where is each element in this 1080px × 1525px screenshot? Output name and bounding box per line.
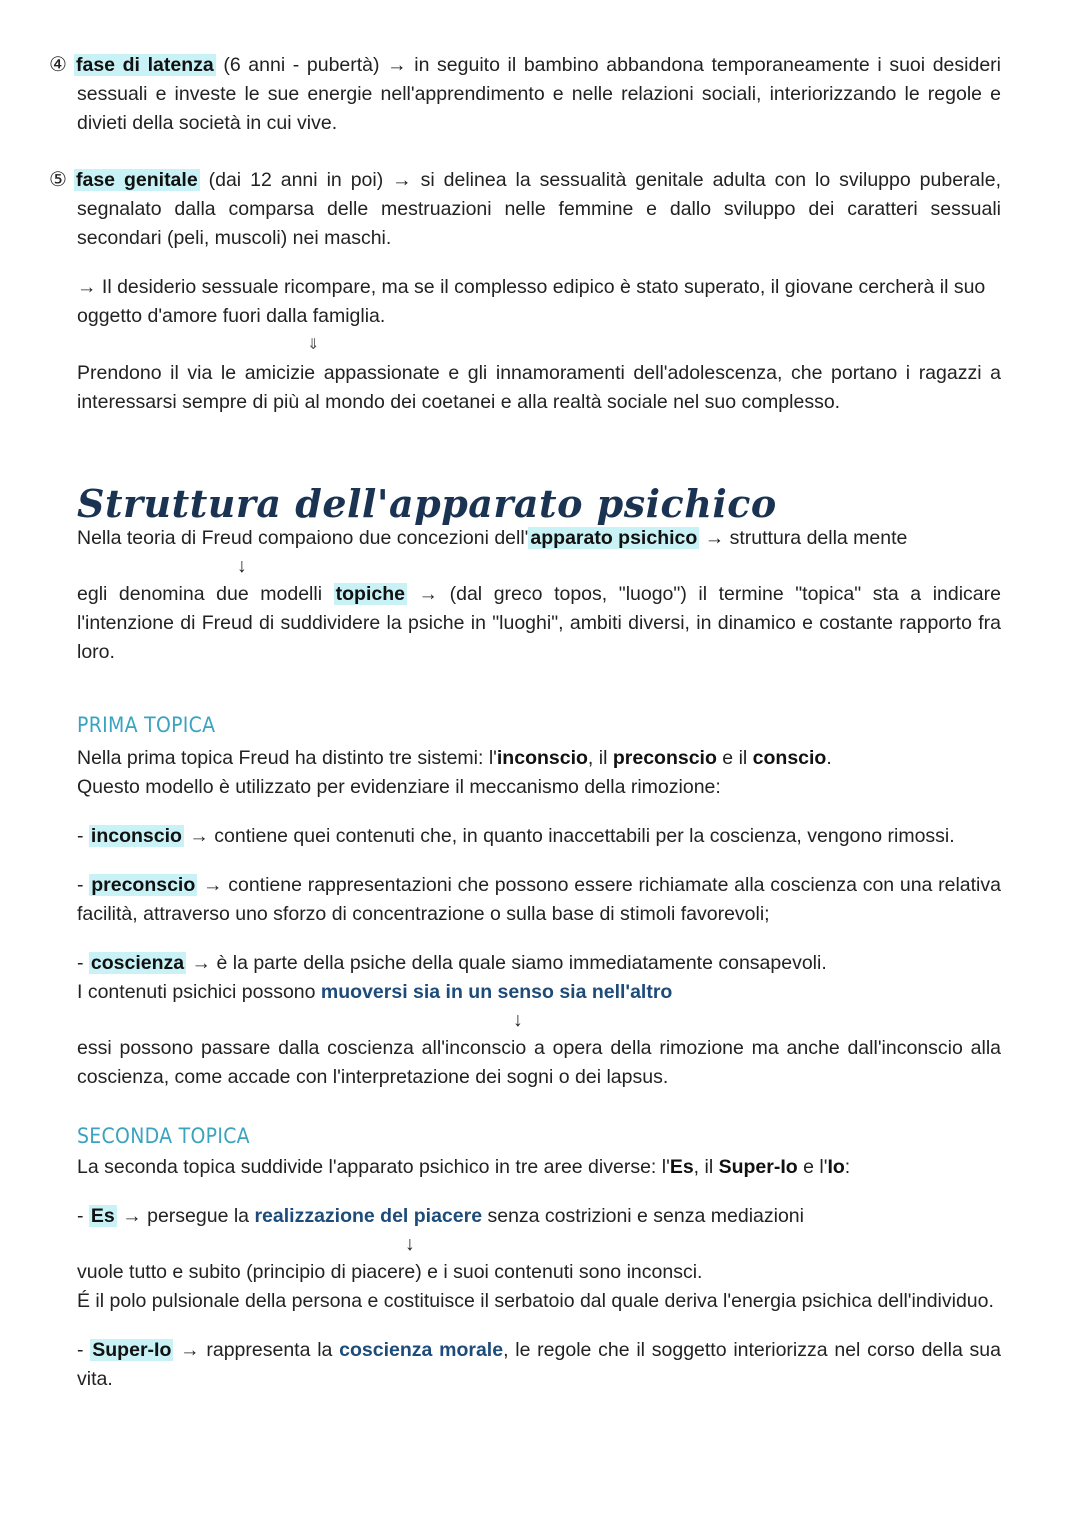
super-io-post: , le regole che il soggetto interiorizza nel corso della sua vita.	[77, 1339, 1001, 1390]
inconscio-text: → contiene quei contenuti che, in quanto inaccettabili per la coscienza, vengono rimossi.	[183, 825, 955, 847]
term-es: Es	[669, 1156, 694, 1178]
super-io-term: Super-Io	[92, 1339, 172, 1361]
movement-line	[77, 978, 1001, 1007]
es-post: senza costrizioni e senza mediazioni	[482, 1205, 804, 1227]
seconda-line1-pre: La seconda topica suddivide l'apparato psichico in tre aree diverse: l'	[77, 1156, 670, 1178]
down-arrow-icon: ↓	[237, 555, 247, 577]
section-title: Struttura dell'apparato psichico	[77, 481, 777, 526]
apparato-psichico-term: apparato psichico	[530, 527, 698, 549]
term-inconscio: inconscio	[496, 747, 588, 769]
es-line2: vuole tutto e subito (principio di piacere) e i suoi contenuti sono inconsci.	[77, 1261, 703, 1283]
preconscio-term: preconscio	[91, 874, 196, 896]
movement-pre: I contenuti psichici possono	[77, 981, 321, 1003]
coscienza-term: coscienza	[90, 952, 185, 974]
topiche-term: topiche	[335, 583, 405, 605]
preconscio-item	[77, 871, 1001, 929]
movement-text: essi possono passare dalla coscienza all'inconscio a opera della rimozione ma anche dall'inconscio alla coscienza, come accade con l'interpretazione dei sogni o dei lapsus.	[77, 1037, 1001, 1088]
phase-4-paragraph	[49, 51, 1001, 138]
phase-4-ages: (6 anni - pubertà)	[215, 54, 388, 76]
topiche-post: → (dal greco topos, "luogo") il termine "topica" sta a indicare l'intenzione di Freud di suddividere la psiche in "luoghi", ambiti diversi, in dinamico e costante rapporto fra loro.	[77, 583, 1001, 663]
arrow-icon: →	[392, 169, 412, 191]
movement-emphasis: muoversi sia in un senso sia nell'altro	[320, 981, 673, 1003]
topiche-pre: egli denomina due modelli	[77, 583, 334, 605]
phase-4-text: in seguito il bambino abbandona temporaneamente i suoi desideri sessuali e investe le sue energie nell'apprendimento e nelle relazioni sociali, interiorizzando le regole e divieti della società in cui vive.	[77, 54, 1001, 134]
prima-topica-line2: Questo modello è utilizzato per evidenziare il meccanismo della rimozione:	[77, 776, 721, 798]
down-arrow-icon: ↓	[513, 1009, 523, 1031]
bullet-dash: -	[77, 874, 90, 896]
prima-line1-pre: Nella prima topica Freud ha distinto tre sistemi: l'	[77, 747, 497, 769]
super-io-item	[77, 1336, 1001, 1394]
term-super-io: Super-Io	[718, 1156, 798, 1178]
es-emphasis: realizzazione del piacere	[254, 1205, 483, 1227]
bullet-dash: -	[77, 1205, 89, 1227]
phase-5-text: si delinea la sessualità genitale adulta con lo sviluppo puberale, segnalato dalla comparsa delle mestruazioni nelle femmine e dallo sviluppo dei caratteri sessuali secondari (peli, muscoli) nei maschi.	[77, 169, 1001, 249]
down-double-arrow-icon: ⇓	[307, 336, 320, 353]
section-intro	[77, 524, 1001, 553]
separator: , il	[693, 1156, 719, 1178]
es-term: Es	[90, 1205, 115, 1227]
phase-4-term: fase di latenza	[76, 54, 214, 76]
es-arrow-text: → persegue la	[116, 1205, 255, 1227]
separator: e l'	[797, 1156, 828, 1178]
term-io: Io	[827, 1156, 845, 1178]
down-arrow-icon: ↓	[405, 1233, 415, 1255]
inconscio-term: inconscio	[90, 825, 182, 847]
separator: e il	[716, 747, 753, 769]
phase-5-note: → Il desiderio sessuale ricompare, ma se il complesso edipico è stato superato, il giovane cercherà il suo oggetto d'amore fuori dalla famiglia.	[77, 276, 986, 327]
arrow-icon: →	[699, 527, 730, 549]
prima-topica-heading: PRIMA TOPICA	[77, 713, 216, 737]
preconscio-text: → contiene rappresentazioni che possono essere richiamate alla coscienza con una relativa facilità, attraverso uno sforzo di concentrazione o sulla base di stimoli favorevoli;	[77, 874, 1001, 925]
circled-number-5: ⑤	[49, 169, 67, 191]
super-io-pre: → rappresenta la	[173, 1339, 340, 1361]
inconscio-item	[77, 822, 1001, 851]
term-conscio: conscio	[752, 747, 827, 769]
bullet-dash: -	[77, 1339, 91, 1361]
separator: , il	[587, 747, 613, 769]
period: .	[826, 747, 832, 769]
super-io-emphasis: coscienza morale	[339, 1339, 504, 1361]
seconda-topica-heading: SECONDA TOPICA	[77, 1124, 250, 1148]
circled-number-4: ④	[49, 54, 67, 76]
bullet-dash: -	[77, 952, 89, 974]
colon: :	[844, 1156, 851, 1178]
intro-text: Nella teoria di Freud compaiono due concezioni dell'	[77, 527, 529, 549]
term-preconscio: preconscio	[612, 747, 717, 769]
phase-5-term: fase genitale	[76, 169, 198, 191]
es-item	[77, 1202, 1001, 1231]
document-page	[49, 51, 1001, 1394]
arrow-icon: →	[387, 54, 407, 76]
phase-5-paragraph	[49, 166, 1001, 253]
coscienza-text: → è la parte della psiche della quale siamo immediatamente consapevoli.	[186, 952, 827, 974]
phase-5-conclusion: Prendono il via le amicizie appassionate e gli innamoramenti dell'adolescenza, che portano i ragazzi a interessarsi sempre di più al mondo dei coetanei e alla realtà sociale nel suo complesso.	[77, 362, 1001, 413]
es-line3: É il polo pulsionale della persona e costituisce il serbatoio dal quale deriva l'energia psichica dell'individuo.	[77, 1290, 994, 1312]
topiche-paragraph	[77, 580, 1001, 667]
phase-5-ages: (dai 12 anni in poi)	[199, 169, 393, 191]
seconda-topica-line1	[77, 1153, 1001, 1182]
coscienza-item	[77, 949, 1001, 978]
prima-topica-line1	[77, 744, 1001, 773]
intro-post: struttura della mente	[729, 527, 908, 549]
bullet-dash: -	[77, 825, 89, 847]
